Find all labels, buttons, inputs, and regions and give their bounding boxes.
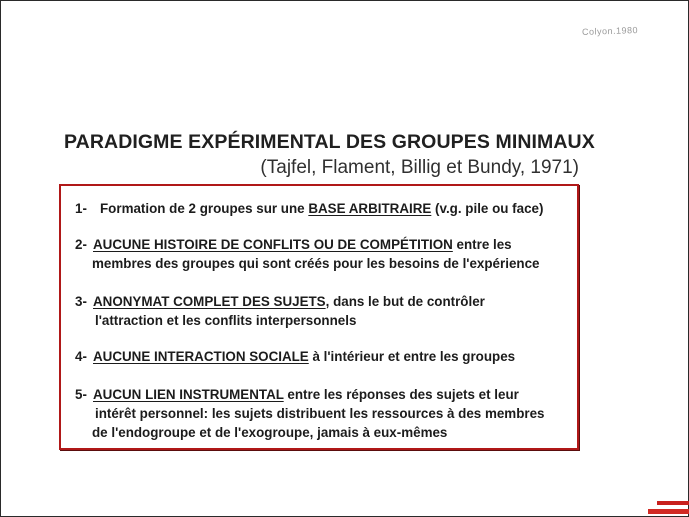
item-keyword: AUCUN LIEN INSTRUMENTAL [93,387,284,402]
item-keyword: BASE ARBITRAIRE [308,201,432,216]
item-number: 3- [75,294,87,309]
list-item [75,347,515,366]
slide-title: PARADIGME EXPÉRIMENTAL DES GROUPES MINIMAUX [64,131,595,153]
item-text: intérêt personnel: les sujets distribuent les ressources à des membres [95,406,545,421]
list-item [75,199,543,218]
item-text: Formation de 2 groupes sur une [100,201,309,216]
item-number: 4- [75,349,87,364]
item-text: membres des groupes qui sont créés pour les besoins de l'expérience [92,256,540,271]
item-number: 1- [75,201,87,216]
item-number: 2- [75,237,87,252]
item-text: à l'intérieur et entre les groupes [308,349,516,364]
item-keyword: AUCUNE INTERACTION SOCIALE [93,349,309,364]
item-text: entre les réponses des sujets et leur [283,387,519,402]
item-text: de l'endogroupe et de l'exogroupe, jamais à eux-mêmes [92,425,448,440]
item-keyword: ANONYMAT COMPLET DES SUJETS [93,294,326,309]
accent-bar [648,509,689,514]
item-keyword: AUCUNE HISTOIRE DE CONFLITS OU DE COMPÉTITION [93,237,453,252]
item-text: (v.g. pile ou face) [431,201,544,216]
list-item [75,385,545,442]
item-text: entre les [452,237,512,252]
item-number: 5- [75,387,87,402]
item-text: , dans le but de contrôler [325,294,485,309]
accent-bar [657,501,689,505]
slide-subtitle: (Tajfel, Flament, Billig et Bundy, 1971) [260,157,579,178]
handwritten-annotation: Colyon.1980 [581,25,639,37]
list-item [75,292,485,330]
list-item [75,235,539,273]
item-text: l'attraction et les conflits interpersonnels [95,313,357,328]
